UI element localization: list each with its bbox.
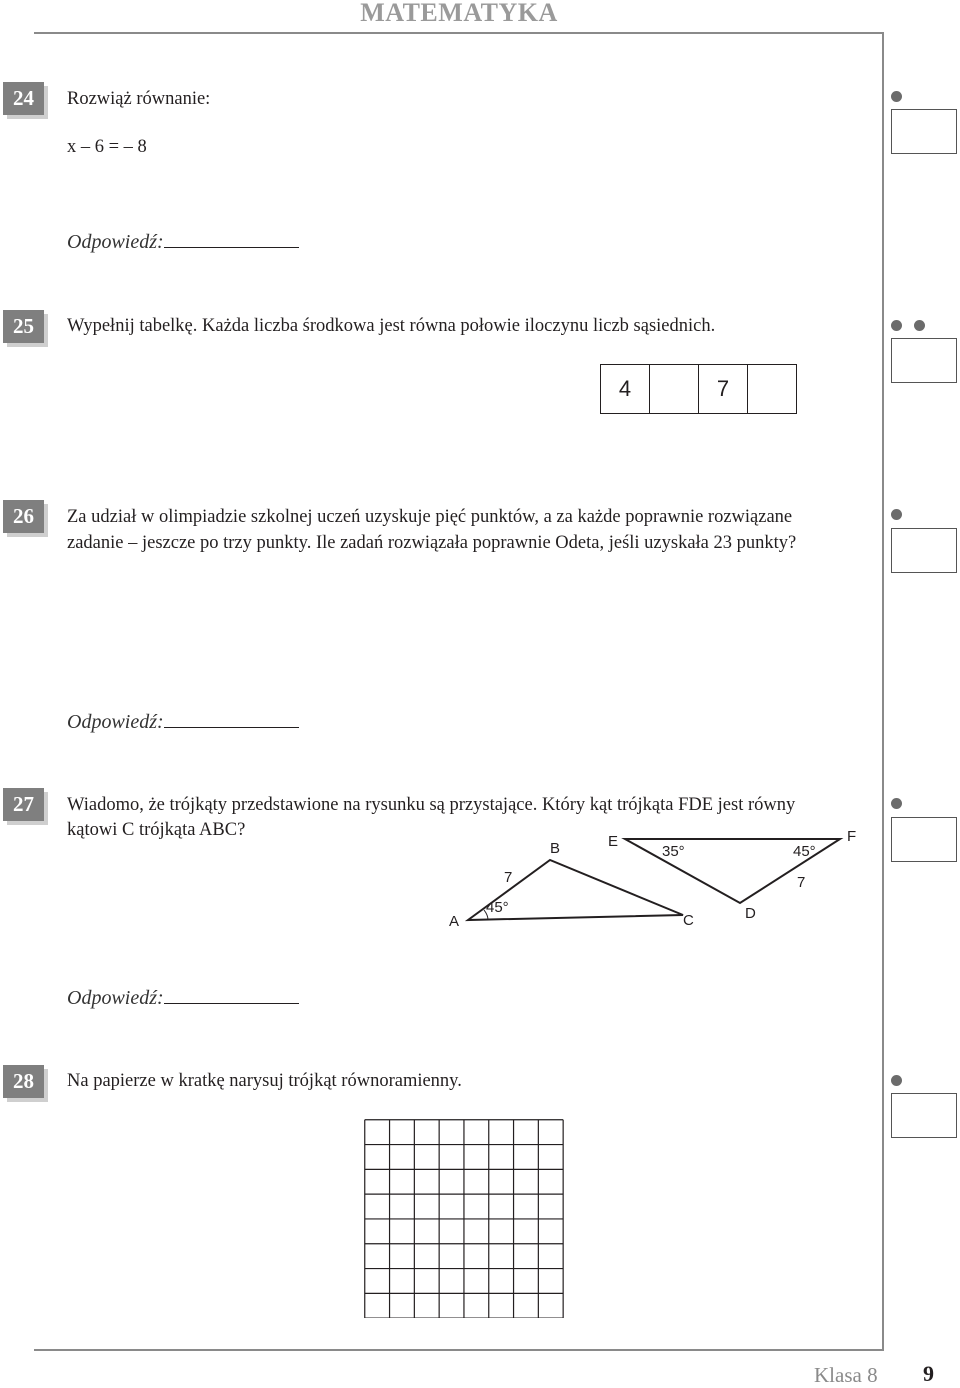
task-26-line-1: Za udział w olimpiadzie szkolnej uczeń uzyskuje pięć punktów, a za każde poprawnie rozwiązane [67,507,793,527]
point-dot [914,320,925,331]
task-27-line-2: kątowi C trójkąta ABC? [67,820,246,840]
vertex-a-label: A [449,913,460,930]
points-indicator-28 [891,1073,914,1087]
task-28-instruction: Na papierze w kratkę narysuj trójkąt równoramienny. [67,1071,462,1091]
vertex-f-label: F [847,828,857,845]
score-box-24[interactable] [891,109,957,154]
task-26-line-2: zadanie – jeszcze po trzy punkty. Ile zadań rozwiązała poprawnie Odeta, jeśli uzyskała 23 punkty? [67,533,797,553]
task-number-25: 25 [3,310,44,343]
task-number-28: 28 [3,1065,44,1098]
frame-top-rule [34,32,884,34]
point-dot [891,798,902,809]
task-number-27: 27 [3,788,44,821]
table-cell: 4 [601,365,650,414]
point-dot [891,509,902,520]
task-25-instruction: Wypełnij tabelkę. Każda liczba środkowa jest równa połowie iloczynu liczb sąsiednich. [67,316,716,336]
angle-f-measure: 45° [793,843,816,860]
vertex-b-label: B [550,840,561,857]
task-25-table [600,364,797,414]
task-27-answer[interactable] [67,987,299,1010]
point-dot [891,1075,902,1086]
task-27-triangles-figure [440,825,880,935]
score-box-28[interactable] [891,1093,957,1138]
points-indicator-27 [891,796,914,810]
point-dot [891,320,902,331]
table-cell-empty[interactable] [748,365,797,414]
answer-line[interactable] [164,246,299,248]
answer-line[interactable] [164,726,299,728]
angle-e-measure: 35° [662,843,685,860]
point-dot [891,91,902,102]
task-27-line-1: Wiadomo, że trójkąty przedstawione na rysunku są przystające. Który kąt trójkąta FDE jest równy [67,795,796,815]
footer-class-label: Klasa 8 [814,1363,878,1387]
vertex-d-label: D [745,905,756,922]
score-box-27[interactable] [891,817,957,862]
answer-label: Odpowiedź: [67,987,164,1009]
angle-a-measure: 45° [486,899,509,916]
task-number-26: 26 [3,500,44,533]
answer-line[interactable] [164,1002,299,1004]
task-26-answer[interactable] [67,711,299,734]
answer-label: Odpowiedź: [67,231,164,253]
side-ab-length: 7 [504,869,513,886]
task-24-answer[interactable] [67,231,299,254]
points-indicator-24 [891,89,914,103]
frame-bottom-rule [34,1349,884,1351]
table-cell: 7 [699,365,748,414]
score-box-25[interactable] [891,338,957,383]
side-fd-length: 7 [797,874,806,891]
task-28-drawing-grid[interactable] [364,1119,565,1318]
footer-page-number: 9 [923,1361,934,1386]
answer-label: Odpowiedź: [67,711,164,733]
table-cell-empty[interactable] [650,365,699,414]
score-box-26[interactable] [891,528,957,573]
vertex-c-label: C [683,912,694,929]
task-number-24: 24 [3,82,44,115]
page-header-title: MATEMATYKA [360,0,558,27]
frame-right-rule [882,32,884,1350]
task-24-instruction: Rozwiąż równanie: [67,89,211,109]
points-indicator-25 [891,318,937,332]
vertex-e-label: E [608,833,619,850]
points-indicator-26 [891,507,914,521]
task-24-equation: x – 6 = – 8 [67,137,147,157]
